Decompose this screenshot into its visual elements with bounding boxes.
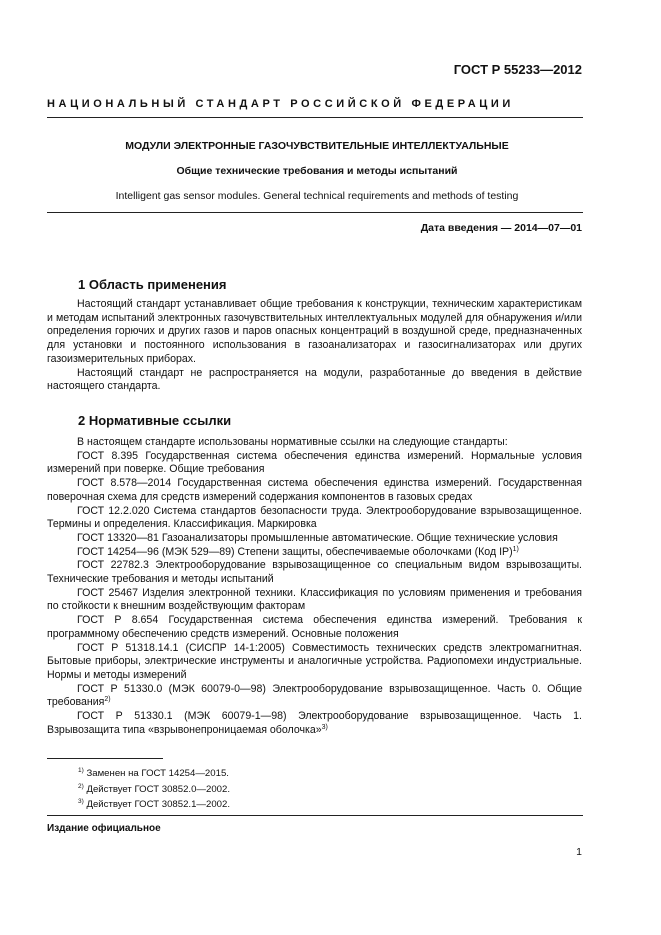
- edition-label: Издание официальное: [47, 823, 161, 834]
- page-number: 1: [576, 846, 582, 858]
- reference-item: ГОСТ Р 51330.1 (МЭК 60079-1—98) Электрооборудование взрывозащищенное. Часть 1. Взрывозащита типа «взрывонепроницаемая оболочка»$^{3)}$: [47, 710, 582, 736]
- standard-banner: НАЦИОНАЛЬНЫЙ СТАНДАРТ РОССИЙСКОЙ ФЕДЕРАЦИИ: [47, 98, 514, 110]
- divider-line: [47, 815, 583, 816]
- reference-item: ГОСТ 8.578—2014 Государственная система обеспечения единства измерений. Государственная поверочная схема для средств измерений содержания компонентов в газовых средах: [47, 477, 582, 503]
- reference-item: ГОСТ 13320—81 Газоанализаторы промышленные автоматические. Общие технические условия: [77, 531, 558, 544]
- footnote: $^{2)}$ Действует ГОСТ 30852.0—2002.: [78, 782, 231, 795]
- divider-line: [47, 117, 583, 118]
- reference-item: ГОСТ 12.2.020 Система стандартов безопасности труда. Электрооборудование взрывозащищенное. Термины и определения. Классификация. Маркировка: [47, 504, 582, 531]
- footnotes: [78, 766, 230, 813]
- english-title: Intelligent gas sensor modules. General technical requirements and methods of testing: [115, 190, 519, 202]
- section-scope-body: [47, 298, 582, 394]
- reference-item: ГОСТ 14254—96 (МЭК 529—89) Степени защиты, обеспечиваемые оболочками (Код IP)$^{1)}$: [77, 545, 519, 558]
- divider-line: [47, 212, 583, 213]
- document-subtitle: Общие технические требования и методы испытаний: [176, 165, 458, 177]
- introduction-date: Дата введения — 2014—07—01: [420, 222, 582, 234]
- section-heading-references: 2 Нормативные ссылки: [78, 413, 232, 428]
- footnote-separator: [47, 758, 163, 759]
- paragraph: Настоящий стандарт не распространяется на модули, разработанные до введения в действие настоящего стандарта.: [47, 366, 582, 393]
- section-references-body: [47, 436, 582, 737]
- reference-item: ГОСТ 22782.3 Электрооборудование взрывозащищенное со специальным видом взрывозащиты. Технические требования и методы испытаний: [47, 559, 582, 586]
- paragraph: Настоящий стандарт устанавливает общие требования к конструкции, техническим характеристикам и методам испытаний электронных газочувствительных интеллектуальных модулей для обнаружения и/или определения горючих и других газов и паров опасных концентраций в воздушной среде, предназначенных для установки и постоянного использования в газоанализаторах и газосигнализаторах или других газоизмерительных приборах.: [47, 298, 582, 365]
- footnote-marker[interactable]: 2): [104, 696, 111, 704]
- reference-item: ГОСТ Р 51330.0 (МЭК 60079-0—98) Электрооборудование взрывозащищенное. Часть 0. Общие требования$^{2)}$: [47, 682, 582, 709]
- section-heading-scope: 1 Область применения: [78, 277, 227, 292]
- footnote-marker[interactable]: 1): [512, 545, 519, 553]
- document-id: ГОСТ Р 55233—2012: [453, 62, 582, 77]
- reference-item: ГОСТ Р 8.654 Государственная система обеспечения единства измерений. Требования к программному обеспечению средств измерений. Основные положения: [47, 614, 582, 640]
- reference-item: ГОСТ Р 51318.14.1 (СИСПР 14-1:2005) Совместимость технических средств электромагнитная. Бытовые приборы, электрические инструменты и аналогичные устройства. Радиопомехи индустриальные. Нормы и методы измерений: [47, 641, 582, 681]
- footnote: $^{1)}$ Заменен на ГОСТ 14254—2015.: [78, 767, 229, 779]
- reference-item: ГОСТ 8.395 Государственная система обеспечения единства измерений. Нормальные условия измерений при поверке. Общие требования: [47, 449, 582, 476]
- paragraph: В настоящем стандарте использованы нормативные ссылки на следующие стандарты:: [77, 436, 508, 448]
- footnote: $^{3)}$ Действует ГОСТ 30852.1—2002.: [78, 798, 231, 810]
- document-title: МОДУЛИ ЭЛЕКТРОННЫЕ ГАЗОЧУВСТВИТЕЛЬНЫЕ ИНТЕЛЛЕКТУАЛЬНЫЕ: [125, 140, 509, 152]
- reference-item: ГОСТ 25467 Изделия электронной техники. Классификация по условиям применения и требования по стойкости к внешним воздействующим факторам: [47, 586, 582, 613]
- footnote-marker[interactable]: 3): [321, 723, 328, 731]
